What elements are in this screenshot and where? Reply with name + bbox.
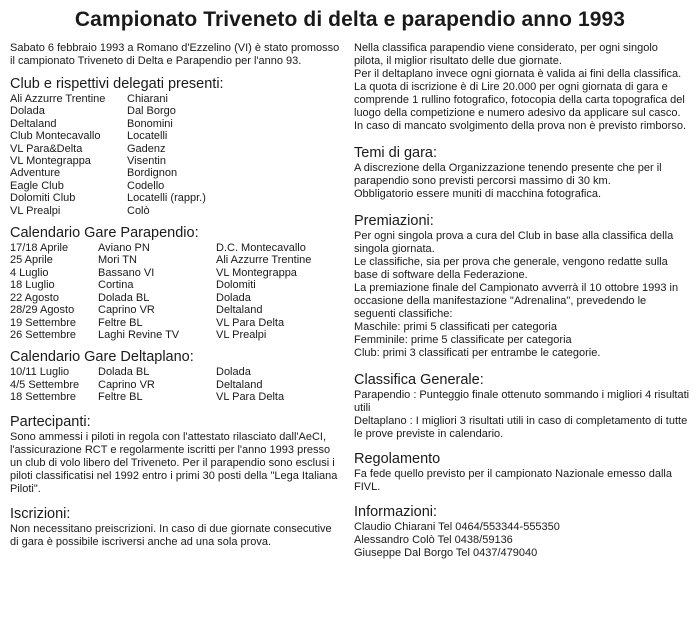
club-name: Club Montecavallo — [10, 130, 101, 143]
table-row — [10, 242, 340, 254]
table-row — [10, 329, 340, 341]
race-club: Dolada — [216, 291, 251, 304]
partecipanti-text: Sono ammessi i piloti in regola con l'attestato rilasciato dall'AeCI, l'assicurazione RCT e regolarmente iscritti per l'anno 1993 presso un club di volo libero del Triveneto. Per il parapendio sono esclusi i piloti classificatisi nel 1992 entro i primi 30 posti della "Lega Italiana Piloti". — [10, 430, 338, 495]
club-name: VL Prealpi — [10, 204, 61, 217]
table-row — [10, 279, 340, 291]
table-row — [10, 93, 340, 105]
rules-paragraph: Per il deltaplano invece ogni giornata è valida ai fini della classifica. — [354, 68, 682, 80]
race-club: Dolomiti — [216, 279, 256, 292]
table-row — [10, 155, 340, 167]
club-name: VL Montegrappa — [10, 155, 91, 168]
page-title: Campionato Triveneto di delta e parapendio anno 1993 — [74, 8, 626, 31]
partecipanti-heading: Partecipanti: — [10, 413, 91, 430]
clubs-heading: Club e rispettivi delegati presenti: — [10, 76, 224, 92]
temi-line: A discrezione della Organizzazione tenendo presente che per il parapendio sono previsti percorsi massimo di 30 km. — [354, 162, 662, 187]
table-row — [10, 167, 340, 179]
regolamento-text: Fa fede quello previsto per il campionato Nazionale emesso dalla FIVL. — [354, 468, 672, 493]
race-place: Aviano PN — [98, 242, 150, 255]
club-delegate: Locatelli (rappr.) — [127, 192, 206, 205]
table-row — [10, 180, 340, 192]
table-row — [10, 130, 340, 142]
table-row — [10, 143, 340, 155]
race-place: Feltre BL — [98, 316, 143, 329]
deltaplano-calendar-heading: Calendario Gare Deltaplano: — [10, 349, 194, 366]
classifica-heading: Classifica Generale: — [354, 372, 484, 388]
parapendio-calendar-table — [10, 242, 340, 341]
race-place: Feltre BL — [98, 391, 143, 404]
club-delegate: Bordignon — [127, 167, 178, 180]
club-name: Dolada — [10, 105, 45, 118]
club-delegate: Dal Borgo — [127, 105, 176, 118]
race-club: VL Montegrappa — [216, 266, 297, 279]
rules-paragraph: Nella classifica parapendio viene considerato, per ogni singolo pilota, il miglior risultato delle due giornate. — [354, 42, 658, 67]
club-delegate: Codello — [127, 179, 165, 192]
club-name: Adventure — [10, 167, 61, 180]
race-date: 10/11 Luglio — [10, 366, 70, 379]
race-club: VL Para Delta — [216, 316, 285, 329]
club-name: Ali Azzurre Trentine — [10, 93, 106, 105]
race-place: Mori TN — [98, 254, 137, 267]
rules-paragraph: In caso di mancato svolgimento della prova non è previsto rimborso. — [354, 120, 687, 132]
premiazioni-line: Le classifiche, sia per prova che generale, vengono redatte sulla base di software della Federazione. — [354, 256, 668, 281]
race-club: Deltaland — [216, 304, 263, 317]
contact-line: Claudio Chiarani Tel 0464/553344-555350 — [354, 521, 560, 533]
table-row — [10, 267, 340, 279]
temi-heading: Temi di gara: — [354, 145, 438, 161]
classifica-line: Deltaplano : I migliori 3 risultati utili in caso di completamento di tutte le prove previste in calendario. — [354, 415, 688, 440]
temi-line: Obbligatorio essere muniti di macchina fotografica. — [354, 188, 602, 200]
race-club: Dolada — [216, 366, 251, 379]
race-date: 18 Luglio — [10, 279, 55, 292]
table-row — [10, 379, 340, 391]
table-row — [10, 192, 340, 204]
race-date: 4/5 Settembre — [10, 378, 80, 391]
parapendio-calendar-heading: Calendario Gare Parapendio: — [10, 225, 199, 242]
premiazioni-line: Maschile: primi 5 classificati per categoria — [354, 321, 557, 333]
club-delegate: Gadenz — [127, 142, 166, 155]
race-club: D.C. Montecavallo — [216, 242, 306, 255]
race-club: Deltaland — [216, 378, 263, 391]
race-place: Bassano VI — [98, 266, 155, 279]
race-date: 22 Agosto — [10, 291, 59, 304]
race-date: 19 Settembre — [10, 316, 77, 329]
race-date: 18 Settembre — [10, 391, 77, 404]
race-club: Ali Azzurre Trentine — [216, 254, 312, 267]
club-delegate: Chiarani — [127, 93, 168, 105]
premiazioni-line: Femminile: prime 5 classificate per categoria — [354, 334, 572, 346]
table-row — [10, 254, 340, 266]
race-date: 17/18 Aprile — [10, 242, 69, 255]
race-place: Laghi Revine TV — [98, 328, 180, 341]
iscrizioni-text: Non necessitano preiscrizioni. In caso di due giornate consecutive di gara è possibile iscriversi anche ad una sola prova. — [10, 522, 332, 548]
regolamento-heading: Regolamento — [354, 451, 441, 467]
club-delegate: Bonomini — [127, 117, 173, 130]
club-name: Dolomiti Club — [10, 192, 76, 205]
club-name: Eagle Club — [10, 179, 64, 192]
race-place: Caprino VR — [98, 304, 155, 317]
table-row — [10, 391, 340, 403]
deltaplano-calendar-table — [10, 366, 340, 403]
race-date: 25 Aprile — [10, 254, 53, 267]
table-row — [10, 205, 340, 217]
race-date: 4 Luglio — [10, 266, 49, 279]
club-delegate: Visentin — [127, 155, 166, 168]
race-club: VL Prealpi — [216, 328, 267, 341]
race-date: 28/29 Agosto — [10, 304, 75, 317]
race-place: Caprino VR — [98, 378, 155, 391]
premiazioni-line: Club: primi 3 classificati per entrambe le categorie. — [354, 347, 601, 359]
left-column — [10, 42, 340, 549]
club-name: Deltaland — [10, 117, 57, 130]
race-place: Cortina — [98, 279, 134, 292]
race-date: 26 Settembre — [10, 328, 77, 341]
table-row — [10, 317, 340, 329]
classifica-line: Parapendio : Punteggio finale ottenuto sommando i migliori 4 risultati utili — [354, 389, 690, 414]
contact-line: Giuseppe Dal Borgo Tel 0437/479040 — [354, 547, 538, 559]
table-row — [10, 292, 340, 304]
race-club: VL Para Delta — [216, 391, 285, 404]
clubs-table — [10, 93, 340, 217]
table-row — [10, 366, 340, 378]
table-row — [10, 105, 340, 117]
club-delegate: Locatelli — [127, 130, 168, 143]
right-column — [354, 42, 690, 560]
premiazioni-heading: Premiazioni: — [354, 213, 434, 229]
race-place: Dolada BL — [98, 366, 150, 379]
club-name: VL Para&Delta — [10, 142, 83, 155]
premiazioni-line: Per ogni singola prova a cura del Club in base alla classifica della singola giornata. — [354, 230, 674, 255]
table-row — [10, 304, 340, 316]
race-place: Dolada BL — [98, 291, 150, 304]
contact-line: Alessandro Colò Tel 0438/59136 — [354, 534, 513, 546]
rules-paragraph: La quota di iscrizione è di Lire 20.000 per ogni giornata di gara e comprende 1 rullino fotografico, fotocopia della carta topografica del luogo della competizione e numero adesivo da applicare sul casco. — [354, 81, 685, 119]
iscrizioni-heading: Iscrizioni: — [10, 505, 71, 522]
table-row — [10, 118, 340, 130]
intro-paragraph: Sabato 6 febbraio 1993 a Romano d'Ezzelino (VI) è stato promosso il campionato Triveneto di Delta e Parapendio per l'anno 93. — [10, 42, 340, 67]
premiazioni-line: La premiazione finale del Campionato avverrà il 10 ottobre 1993 in occasione della manifestazione "Adrenalina", prevedendo le seguenti classifiche: — [354, 282, 679, 320]
informazioni-heading: Informazioni: — [354, 504, 438, 520]
club-delegate: Colò — [127, 204, 150, 217]
